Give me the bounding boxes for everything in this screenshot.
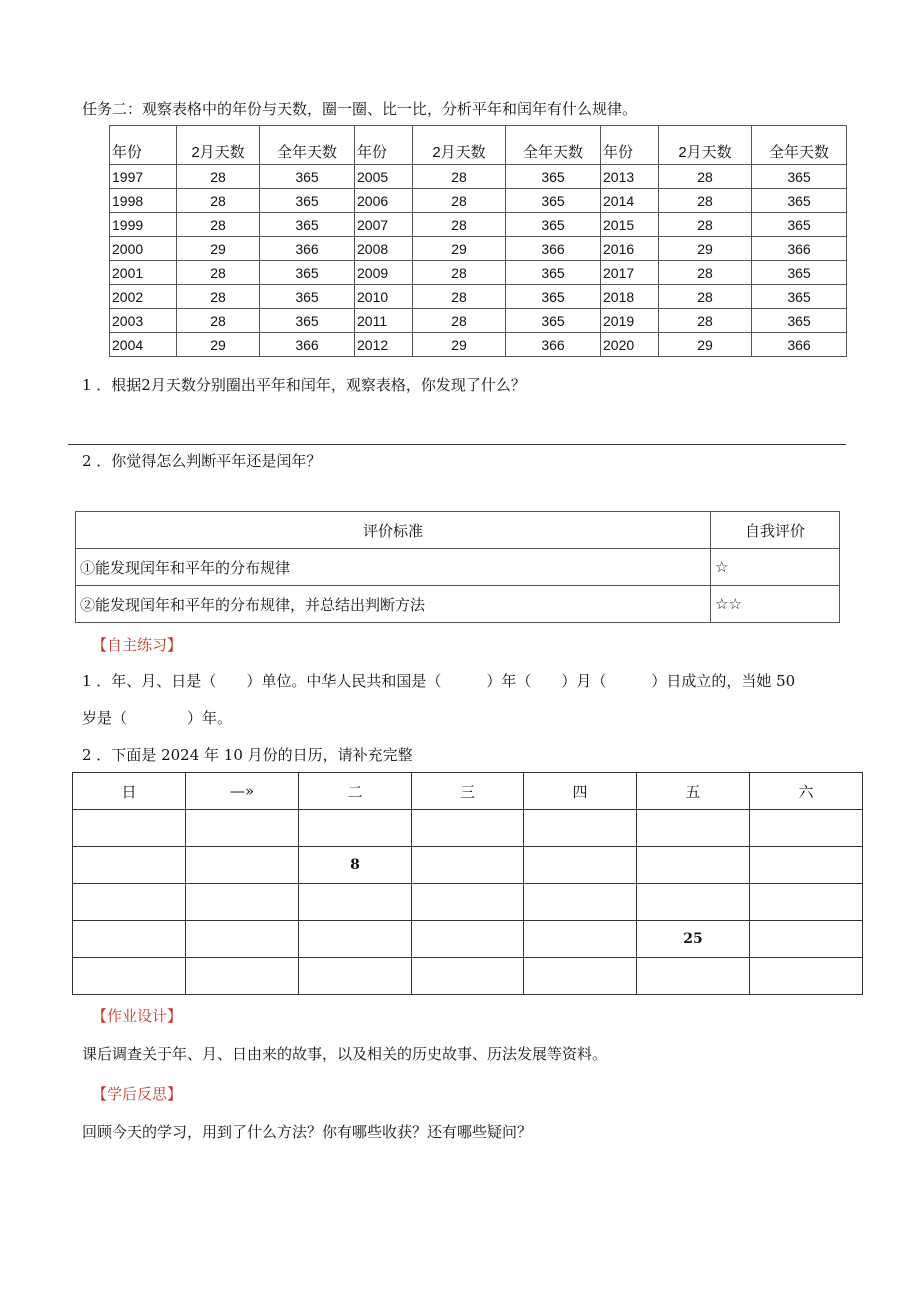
table-row xyxy=(110,285,847,309)
year-cell: 2006 xyxy=(355,189,413,213)
year-table-header: 全年天数 xyxy=(752,126,847,165)
feb-days-cell: 28 xyxy=(177,261,260,285)
table-row xyxy=(110,261,847,285)
calendar-weekday-header: 五 xyxy=(637,773,750,810)
year-days-cell: 365 xyxy=(752,213,847,237)
calendar-day-cell[interactable] xyxy=(524,958,637,995)
exercise-2: 2 ．下面是 2024 年 10 月份的日历，请补充完整 xyxy=(82,746,413,764)
year-days-cell: 365 xyxy=(506,189,601,213)
feb-days-cell: 28 xyxy=(413,285,506,309)
feb-days-cell: 28 xyxy=(177,309,260,333)
calendar-day-cell[interactable] xyxy=(73,884,186,921)
eval-header-criteria: 评价标准 xyxy=(76,512,711,549)
calendar-weekday-header: 三 xyxy=(412,773,524,810)
year-days-cell: 365 xyxy=(752,261,847,285)
year-table-header: 全年天数 xyxy=(506,126,601,165)
table-row xyxy=(110,165,847,189)
feb-days-cell: 28 xyxy=(413,309,506,333)
year-days-cell: 366 xyxy=(260,237,355,261)
calendar-week-row xyxy=(73,921,863,958)
section-practice-heading: 【自主练习】 xyxy=(92,636,183,654)
table-row xyxy=(110,213,847,237)
calendar-day-cell[interactable] xyxy=(73,847,186,884)
year-table-header: 年份 xyxy=(110,126,177,165)
year-cell: 2003 xyxy=(110,309,177,333)
feb-days-cell: 28 xyxy=(413,213,506,237)
calendar-day-cell[interactable] xyxy=(524,884,637,921)
calendar-day-cell[interactable]: 25 xyxy=(637,921,750,958)
feb-days-cell: 28 xyxy=(659,285,752,309)
calendar-day-cell[interactable] xyxy=(186,958,299,995)
year-days-cell: 365 xyxy=(260,309,355,333)
year-days-cell: 365 xyxy=(752,165,847,189)
table-row xyxy=(110,309,847,333)
year-table-header: 2月天数 xyxy=(659,126,752,165)
calendar-day-cell[interactable] xyxy=(750,884,863,921)
year-cell: 2020 xyxy=(601,333,659,357)
calendar-day-cell[interactable] xyxy=(73,810,186,847)
year-cell: 2019 xyxy=(601,309,659,333)
eval-header-self: 自我评价 xyxy=(711,512,840,549)
year-days-cell: 365 xyxy=(752,309,847,333)
year-days-cell: 366 xyxy=(752,237,847,261)
year-cell: 1998 xyxy=(110,189,177,213)
calendar-day-cell[interactable] xyxy=(299,958,412,995)
calendar-day-cell[interactable] xyxy=(524,847,637,884)
table-row xyxy=(110,333,847,357)
year-table-header: 年份 xyxy=(601,126,659,165)
task2-title: 任务二：观察表格中的年份与天数，圈一圈、比一比，分析平年和闰年有什么规律。 xyxy=(82,100,638,118)
calendar-day-cell[interactable] xyxy=(750,921,863,958)
calendar-weekday-header: 六 xyxy=(750,773,863,810)
feb-days-cell: 28 xyxy=(413,165,506,189)
year-cell: 1999 xyxy=(110,213,177,237)
reflection-text: 回顾今天的学习，用到了什么方法？你有哪些收获？还有哪些疑问？ xyxy=(82,1123,533,1141)
year-cell: 1997 xyxy=(110,165,177,189)
calendar-day-cell[interactable] xyxy=(412,958,524,995)
year-days-cell: 365 xyxy=(260,189,355,213)
table-row xyxy=(110,237,847,261)
table-row xyxy=(110,189,847,213)
question-2: 2 ．你觉得怎么判断平年还是闰年？ xyxy=(82,452,322,470)
section-reflection-heading: 【学后反思】 xyxy=(92,1085,183,1103)
year-days-cell: 365 xyxy=(506,165,601,189)
calendar-day-cell[interactable] xyxy=(186,810,299,847)
feb-days-cell: 28 xyxy=(659,189,752,213)
calendar-day-cell[interactable] xyxy=(73,921,186,958)
calendar-day-cell[interactable] xyxy=(299,884,412,921)
year-days-cell: 365 xyxy=(506,261,601,285)
year-days-cell: 365 xyxy=(260,165,355,189)
calendar-day-cell[interactable] xyxy=(412,810,524,847)
calendar-day-cell[interactable] xyxy=(750,810,863,847)
calendar-weekday-header: —» xyxy=(186,773,299,810)
exercise-1-line-1: 1 ．年、月、日是（ ）单位。中华人民共和国是（ ）年（ ）月（ ）日成立的，当她 50 xyxy=(82,672,796,690)
calendar-day-cell[interactable] xyxy=(750,847,863,884)
calendar-week-row xyxy=(73,810,863,847)
exercise-1-line-2: 岁是（ ）年。 xyxy=(82,709,233,727)
calendar-day-cell[interactable] xyxy=(524,810,637,847)
calendar-day-cell[interactable] xyxy=(299,810,412,847)
feb-days-cell: 28 xyxy=(413,261,506,285)
feb-days-cell: 28 xyxy=(177,213,260,237)
calendar-weekday-header: 四 xyxy=(524,773,637,810)
feb-days-cell: 29 xyxy=(177,237,260,261)
feb-days-cell: 28 xyxy=(177,165,260,189)
year-days-cell: 365 xyxy=(260,213,355,237)
feb-days-cell: 29 xyxy=(177,333,260,357)
calendar-day-cell[interactable] xyxy=(637,847,750,884)
calendar-day-cell[interactable] xyxy=(412,884,524,921)
calendar-day-cell[interactable] xyxy=(524,921,637,958)
eval-criterion-2: ②能发现闰年和平年的分布规律，并总结出判断方法 xyxy=(76,586,711,623)
calendar-day-cell[interactable] xyxy=(637,810,750,847)
calendar-day-cell[interactable] xyxy=(750,958,863,995)
year-cell: 2010 xyxy=(355,285,413,309)
calendar-day-cell[interactable] xyxy=(73,958,186,995)
feb-days-cell: 28 xyxy=(659,261,752,285)
year-days-cell: 366 xyxy=(506,237,601,261)
calendar-week-row xyxy=(73,884,863,921)
calendar-week-row xyxy=(73,847,863,884)
year-days-cell: 365 xyxy=(752,285,847,309)
calendar-day-cell[interactable] xyxy=(299,921,412,958)
calendar-day-cell[interactable] xyxy=(186,921,299,958)
calendar-day-cell[interactable]: 8 xyxy=(299,847,412,884)
year-days-cell: 365 xyxy=(506,309,601,333)
year-cell: 2007 xyxy=(355,213,413,237)
answer-divider xyxy=(68,444,846,445)
year-days-cell: 365 xyxy=(260,261,355,285)
year-cell: 2013 xyxy=(601,165,659,189)
year-table-header: 2月天数 xyxy=(177,126,260,165)
eval-rating-2: ☆☆ xyxy=(711,586,840,623)
year-cell: 2016 xyxy=(601,237,659,261)
evaluation-table xyxy=(75,511,840,623)
year-table-header: 2月天数 xyxy=(413,126,506,165)
feb-days-cell: 29 xyxy=(413,333,506,357)
feb-days-cell: 29 xyxy=(659,237,752,261)
calendar-day-cell[interactable] xyxy=(637,884,750,921)
calendar-weekday-header: 日 xyxy=(73,773,186,810)
calendar-week-row xyxy=(73,958,863,995)
year-days-cell: 366 xyxy=(260,333,355,357)
homework-text: 课后调查关于年、月、日由来的故事，以及相关的历史故事、历法发展等资料。 xyxy=(82,1045,608,1063)
year-days-cell: 366 xyxy=(506,333,601,357)
year-days-cell: 365 xyxy=(752,189,847,213)
year-cell: 2005 xyxy=(355,165,413,189)
year-table-header: 年份 xyxy=(355,126,413,165)
eval-criterion-1: ①能发现闰年和平年的分布规律 xyxy=(76,549,711,586)
year-cell: 2000 xyxy=(110,237,177,261)
feb-days-cell: 29 xyxy=(659,333,752,357)
year-cell: 2017 xyxy=(601,261,659,285)
year-days-cell: 365 xyxy=(506,285,601,309)
year-cell: 2009 xyxy=(355,261,413,285)
feb-days-cell: 28 xyxy=(413,189,506,213)
year-cell: 2011 xyxy=(355,309,413,333)
feb-days-cell: 28 xyxy=(659,309,752,333)
calendar-day-cell[interactable] xyxy=(186,884,299,921)
feb-days-cell: 28 xyxy=(659,165,752,189)
question-1: 1 ．根据2月天数分别圈出平年和闰年，观察表格，你发现了什么？ xyxy=(82,376,526,394)
year-days-table xyxy=(109,125,847,357)
eval-rating-1: ☆ xyxy=(711,549,840,586)
section-homework-heading: 【作业设计】 xyxy=(92,1007,183,1025)
feb-days-cell: 28 xyxy=(177,285,260,309)
year-cell: 2015 xyxy=(601,213,659,237)
year-table-header: 全年天数 xyxy=(260,126,355,165)
calendar-day-cell[interactable] xyxy=(412,921,524,958)
year-cell: 2012 xyxy=(355,333,413,357)
year-days-cell: 365 xyxy=(506,213,601,237)
calendar-table xyxy=(72,772,863,995)
calendar-day-cell[interactable] xyxy=(637,958,750,995)
calendar-day-cell[interactable] xyxy=(412,847,524,884)
year-cell: 2002 xyxy=(110,285,177,309)
year-cell: 2001 xyxy=(110,261,177,285)
calendar-weekday-header: 二 xyxy=(299,773,412,810)
calendar-day-cell[interactable] xyxy=(186,847,299,884)
year-days-cell: 366 xyxy=(752,333,847,357)
year-cell: 2004 xyxy=(110,333,177,357)
year-cell: 2018 xyxy=(601,285,659,309)
year-cell: 2008 xyxy=(355,237,413,261)
feb-days-cell: 29 xyxy=(413,237,506,261)
year-days-cell: 365 xyxy=(260,285,355,309)
feb-days-cell: 28 xyxy=(659,213,752,237)
feb-days-cell: 28 xyxy=(177,189,260,213)
year-cell: 2014 xyxy=(601,189,659,213)
